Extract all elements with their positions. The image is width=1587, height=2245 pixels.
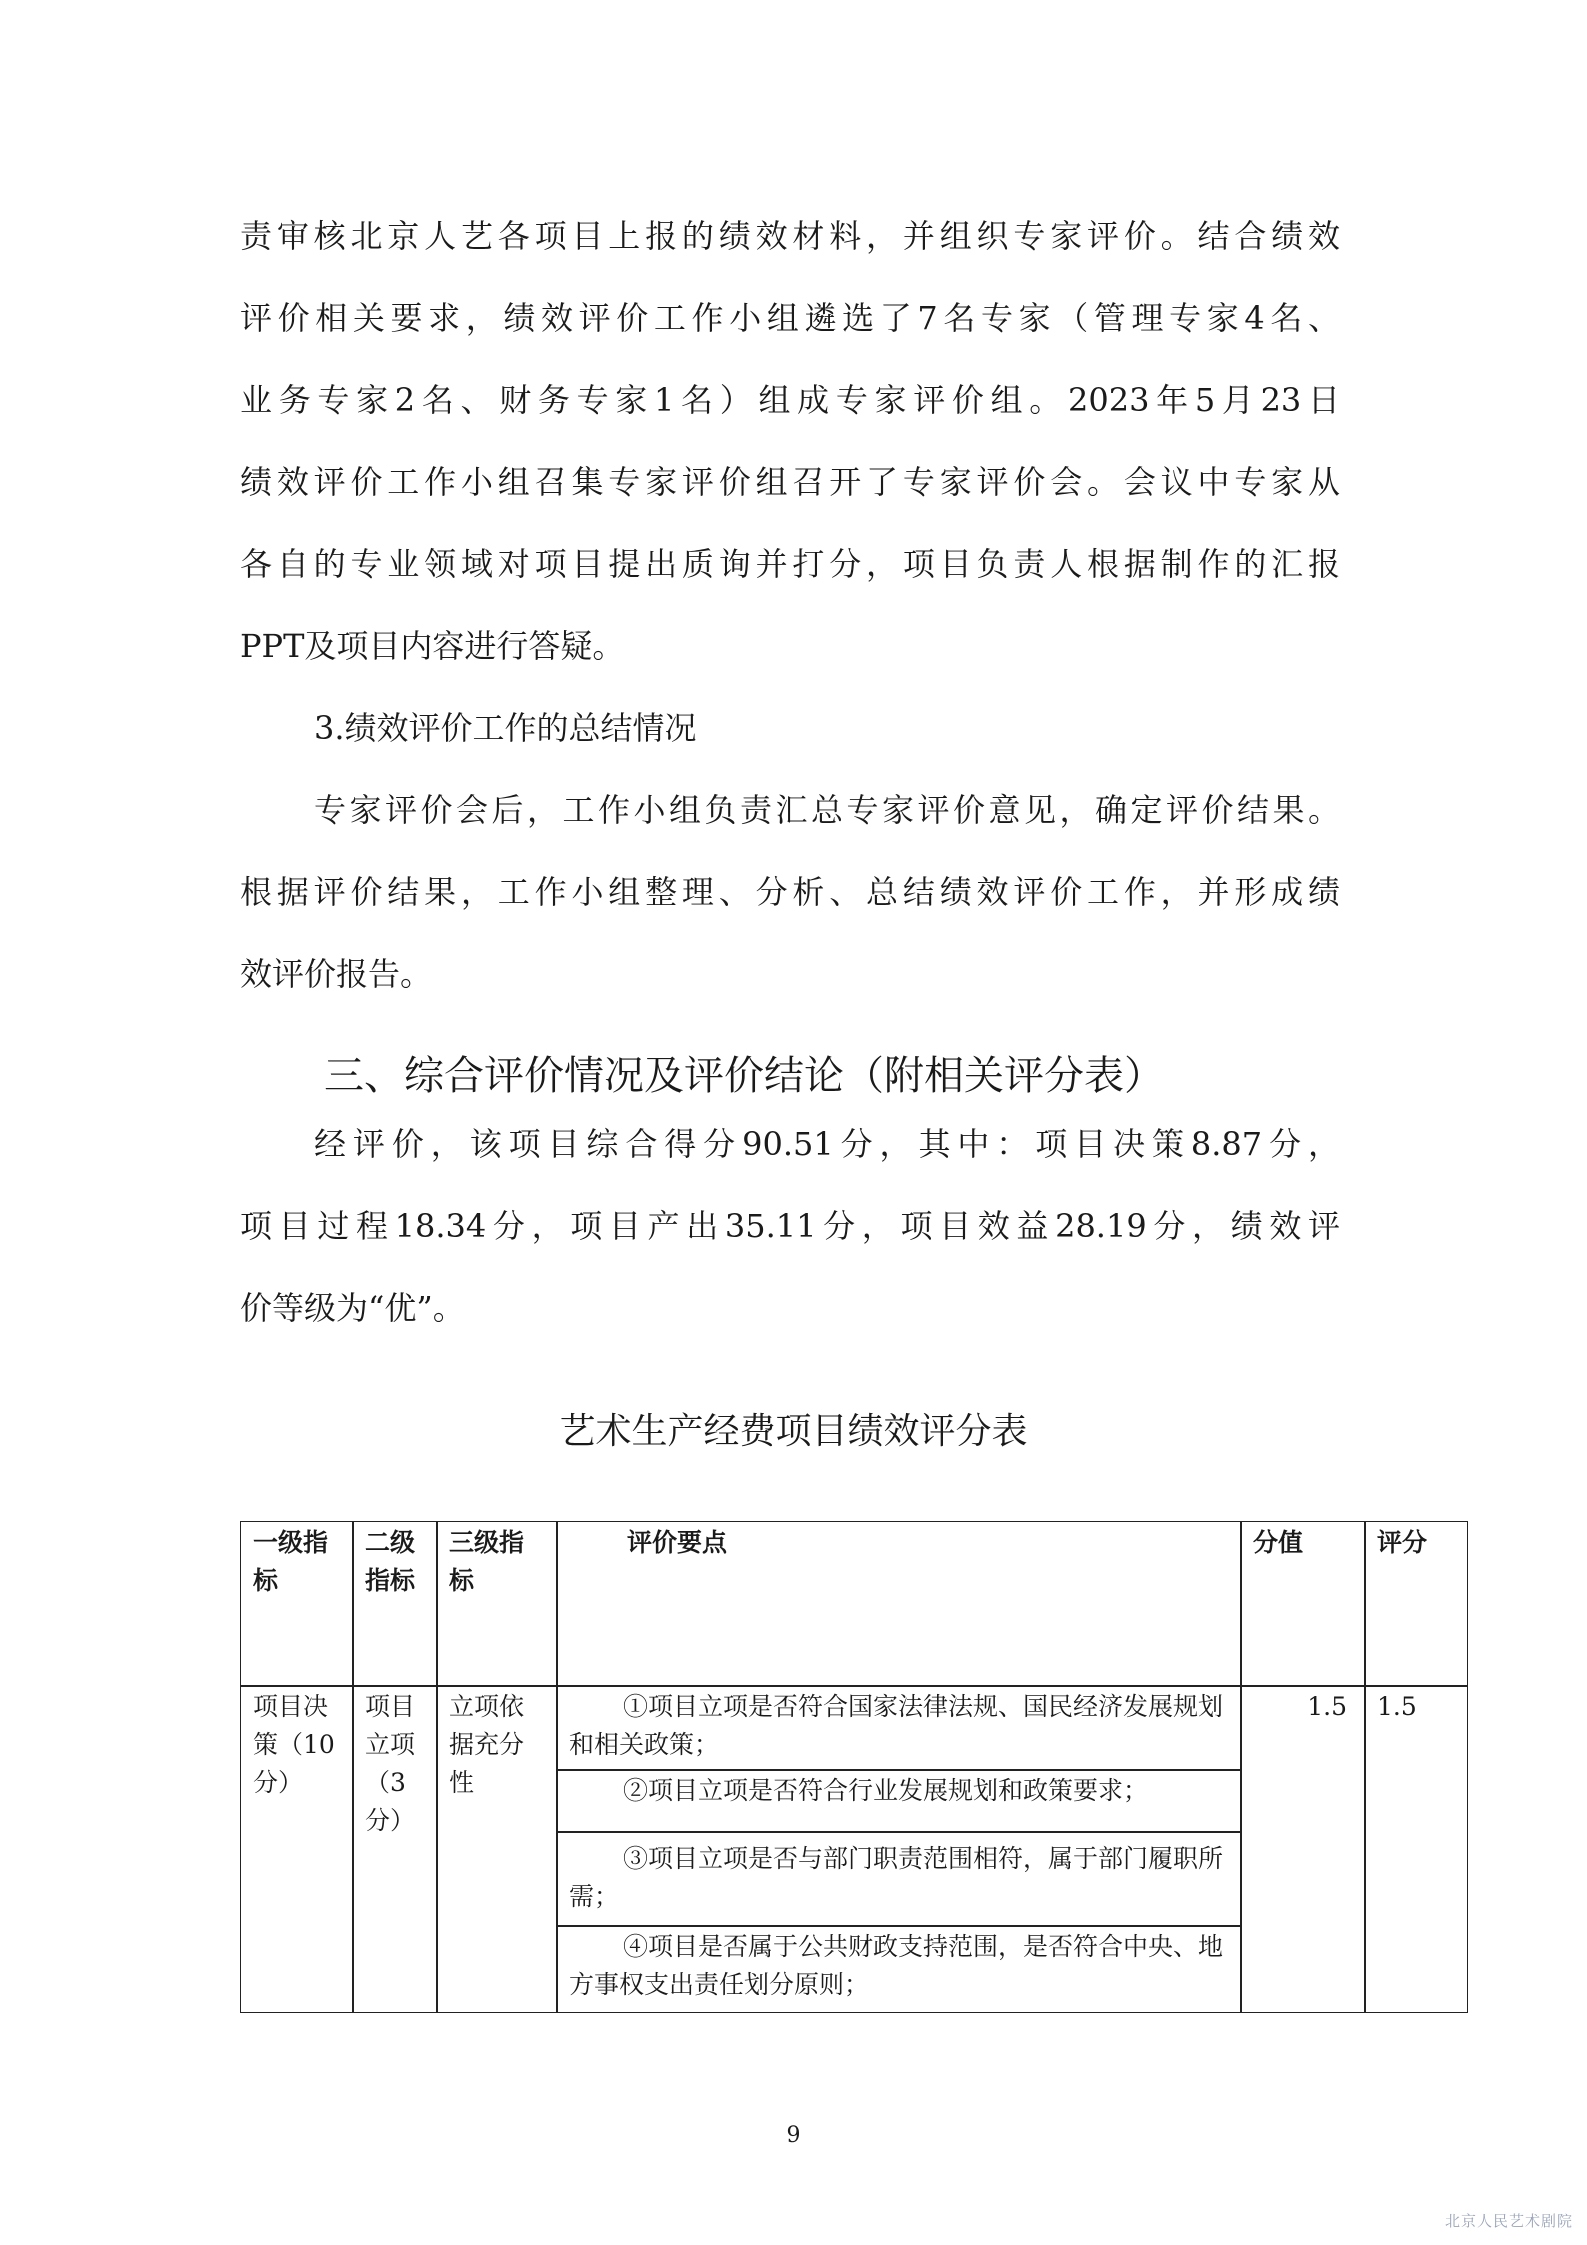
body-line: 各自的专业领域对项目提出质询并打分，项目负责人根据制作的汇报	[240, 545, 1340, 583]
body-line: 绩效评价工作小组召集专家评价组召开了专家评价会。会议中专家从	[240, 463, 1340, 501]
evaluation-point: ②项目立项是否符合行业发展规划和政策要求；	[556, 1769, 1242, 1833]
body-line: 价等级为“优”。	[240, 1289, 465, 1327]
body-line: PPT及项目内容进行答疑。	[240, 627, 625, 665]
table-title: 艺术生产经费项目绩效评分表	[559, 1411, 1028, 1452]
body-line: 专家评价会后，工作小组负责汇总专家评价意见，确定评价结果。	[314, 791, 1340, 829]
row-score: 1.5	[1364, 1685, 1468, 2013]
subheading: 3.绩效评价工作的总结情况	[314, 709, 697, 747]
header-level1: 一级指标	[240, 1521, 354, 1687]
header-level2: 二级指标	[352, 1521, 438, 1687]
body-line: 经评价，该项目综合得分90.51分，其中：项目决策8.87分，	[314, 1125, 1340, 1163]
body-line: 评价相关要求，绩效评价工作小组遴选了7名专家（管理专家4名、	[240, 299, 1340, 337]
page-number: 9	[786, 2123, 801, 2148]
body-line: 效评价报告。	[240, 955, 433, 993]
header-weight: 分值	[1240, 1521, 1366, 1687]
body-line: 根据评价结果，工作小组整理、分析、总结绩效评价工作，并形成绩	[240, 873, 1340, 911]
body-line: 业务专家2名、财务专家1名）组成专家评价组。2023年5月23日	[240, 381, 1340, 419]
row-weight: 1.5	[1240, 1685, 1366, 2013]
row-level1: 项目决策（10分）	[240, 1685, 354, 2013]
evaluation-point: ③项目立项是否与部门职责范围相符，属于部门履职所需；	[556, 1831, 1242, 1927]
evaluation-point: ④项目是否属于公共财政支持范围，是否符合中央、地方事权支出责任划分原则；	[556, 1925, 1242, 2013]
header-score: 评分	[1364, 1521, 1468, 1687]
row-level3: 立项依据充分性	[436, 1685, 558, 2013]
row-level2: 项目立项（3分）	[352, 1685, 438, 2013]
evaluation-point: ①项目立项是否符合国家法律法规、国民经济发展规划和相关政策；	[556, 1685, 1242, 1771]
watermark-logo: 北京人民艺术剧院	[1444, 2212, 1573, 2230]
body-line: 项目过程18.34分，项目产出35.11分，项目效益28.19分，绩效评	[240, 1207, 1340, 1245]
section-heading: 三、综合评价情况及评价结论（附相关评分表）	[324, 1053, 1164, 1099]
header-points: 评价要点	[556, 1521, 1242, 1687]
score-table	[240, 1521, 1468, 2013]
header-level3: 三级指标	[436, 1521, 558, 1687]
body-line: 责审核北京人艺各项目上报的绩效材料，并组织专家评价。结合绩效	[240, 217, 1340, 255]
